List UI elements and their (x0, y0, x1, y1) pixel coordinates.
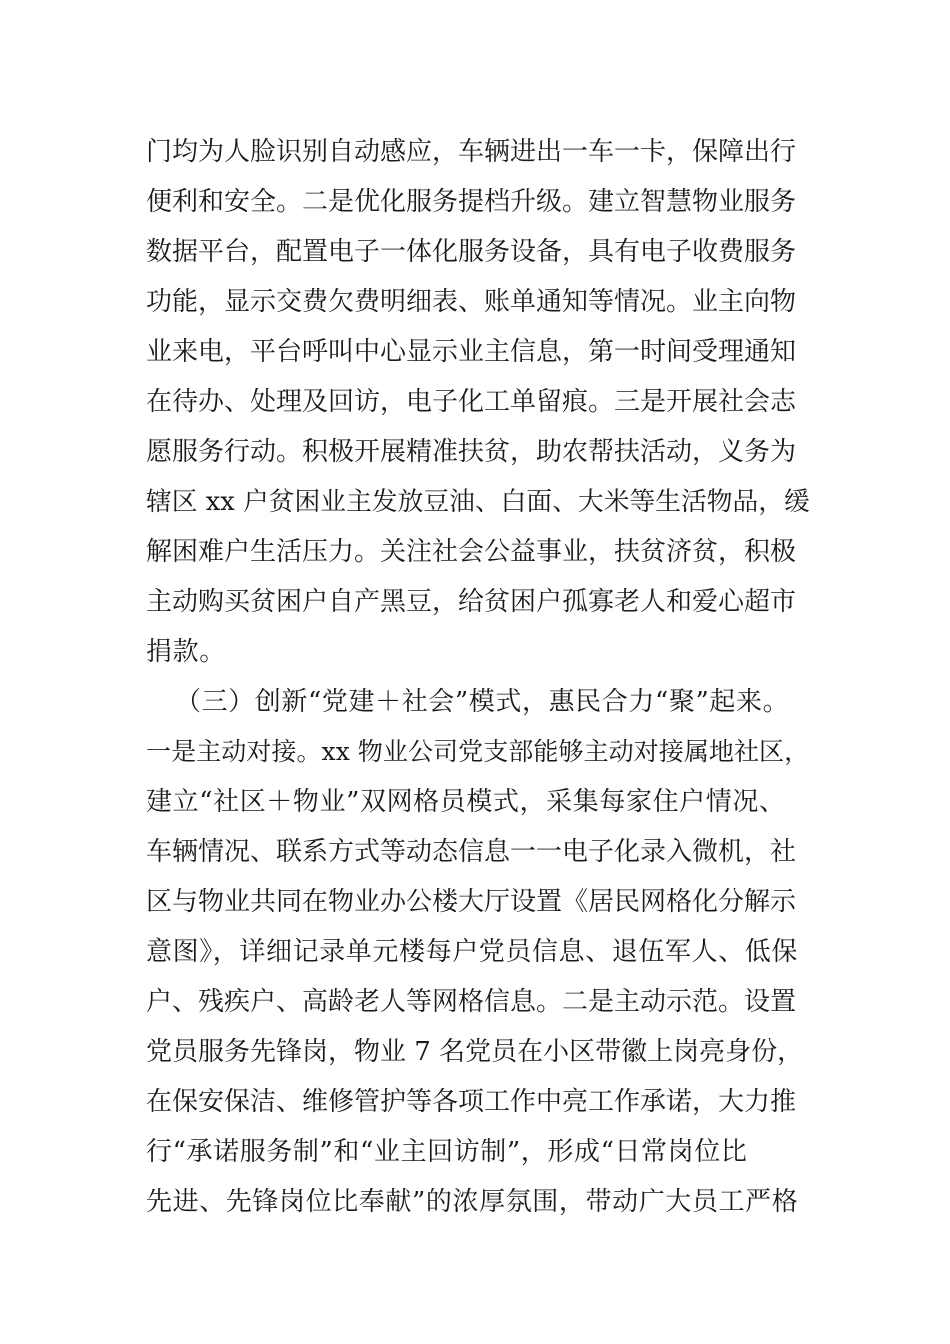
body-text-line: 区与物业共同在物业办公楼大厅设置《居民网格化分解示 (146, 887, 797, 917)
body-text-line: 党员服务先锋岗，物业 7 名党员在小区带徽上岗亮身份， (146, 1037, 804, 1067)
body-text-line: 主动购买贫困户自产黑豆，给贫困户孤寡老人和爱心超市 (146, 587, 797, 617)
body-text-line: 在保安保洁、维修管护等各项工作中亮工作承诺，大力推 (146, 1087, 797, 1117)
body-text-line: 车辆情况、联系方式等动态信息一一电子化录入微机，社 (146, 837, 797, 867)
body-text-line: 门均为人脸识别自动感应，车辆进出一车一卡，保障出行 (146, 137, 797, 167)
section-heading-line: （三）创新“党建＋社会”模式，惠民合力“聚”起来。 (175, 687, 790, 717)
body-text-line: 建立“社区＋物业”双网格员模式，采集每家住户情况、 (146, 787, 786, 817)
body-text-line: 数据平台，配置电子一体化服务设备，具有电子收费服务 (146, 237, 797, 267)
body-text-line: 便利和安全。二是优化服务提档升级。建立智慧物业服务 (146, 187, 797, 217)
body-text-line: 在待办、处理及回访，电子化工单留痕。三是开展社会志 (146, 387, 797, 417)
body-text-line: 捐款。 (146, 637, 226, 667)
body-text-line: 先进、先锋岗位比奉献”的浓厚氛围，带动广大员工严格 (146, 1187, 799, 1217)
body-text-line: 行“承诺服务制”和“业主回访制”，形成“日常岗位比 (146, 1137, 748, 1167)
body-text-line: 辖区 xx 户贫困业主发放豆油、白面、大米等生活物品，缓 (146, 487, 810, 517)
body-text-line: 意图》，详细记录单元楼每户党员信息、退伍军人、低保 (146, 937, 799, 967)
body-text-line: 户、残疾户、高龄老人等网格信息。二是主动示范。设置 (146, 987, 797, 1017)
body-text-line: 功能，显示交费欠费明细表、账单通知等情况。业主向物 (146, 287, 797, 317)
body-text-line: 解困难户生活压力。关注社会公益事业，扶贫济贫，积极 (146, 537, 797, 567)
body-text-line: 业来电，平台呼叫中心显示业主信息，第一时间受理通知 (146, 337, 797, 367)
body-text-line: 一是主动对接。xx 物业公司党支部能够主动对接属地社区， (146, 737, 810, 766)
body-text-line: 愿服务行动。积极开展精准扶贫，助农帮扶活动，义务为 (146, 437, 797, 467)
